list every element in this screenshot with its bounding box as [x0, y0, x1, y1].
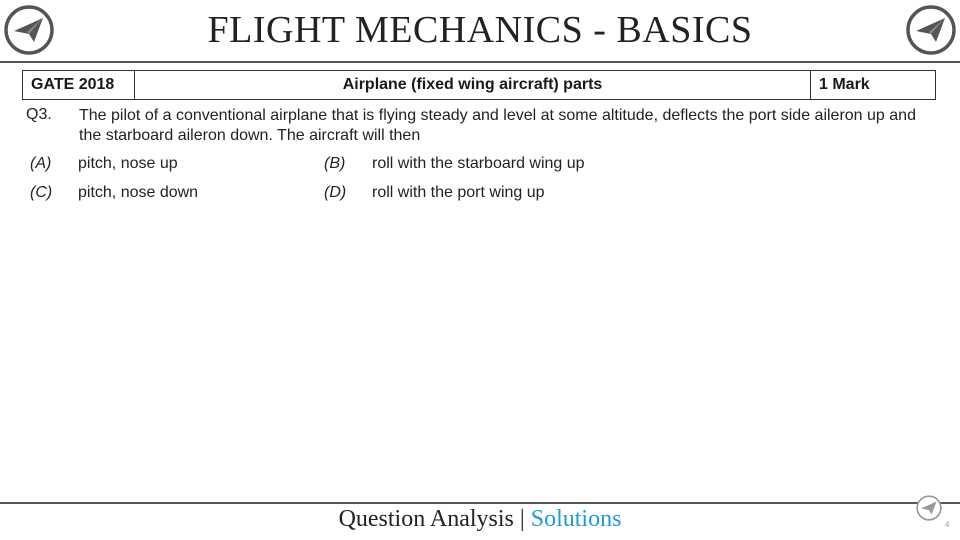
- question-number: Q3.: [26, 106, 52, 123]
- option-b: [324, 155, 585, 173]
- option-label: (D): [324, 184, 347, 201]
- header-divider: [0, 61, 960, 63]
- exam-cell: GATE 2018: [23, 71, 135, 99]
- option-text: pitch, nose up: [78, 155, 178, 172]
- question-info-table: [22, 70, 936, 100]
- page-number: 4: [945, 520, 950, 529]
- option-c: [30, 184, 198, 202]
- option-text: pitch, nose down: [78, 184, 199, 201]
- option-label: (C): [30, 184, 53, 201]
- footer-solutions: Solutions: [530, 506, 622, 532]
- marks-cell: 1 Mark: [819, 76, 870, 93]
- option-d: [324, 184, 545, 202]
- topic-cell: Airplane (fixed wing aircraft) parts: [135, 71, 811, 99]
- footer-divider: [0, 502, 960, 504]
- option-label: (A): [30, 155, 52, 172]
- option-label: (B): [324, 155, 346, 172]
- question-text: The pilot of a conventional airplane that is flying steady and level at some altitude, deflects the port side aileron up and the starboard aileron down. The aircraft will then: [79, 107, 916, 144]
- footer-separator: |: [513, 506, 531, 532]
- footer-question-analysis: Question Analysis: [338, 506, 514, 532]
- option-a: [30, 155, 178, 173]
- option-text: roll with the starboard wing up: [372, 155, 585, 172]
- paper-plane-small-icon: [915, 494, 943, 522]
- option-text: roll with the port wing up: [372, 184, 545, 201]
- footer-caption: [0, 506, 960, 533]
- slide-title: FLIGHT MECHANICS - BASICS: [207, 9, 753, 51]
